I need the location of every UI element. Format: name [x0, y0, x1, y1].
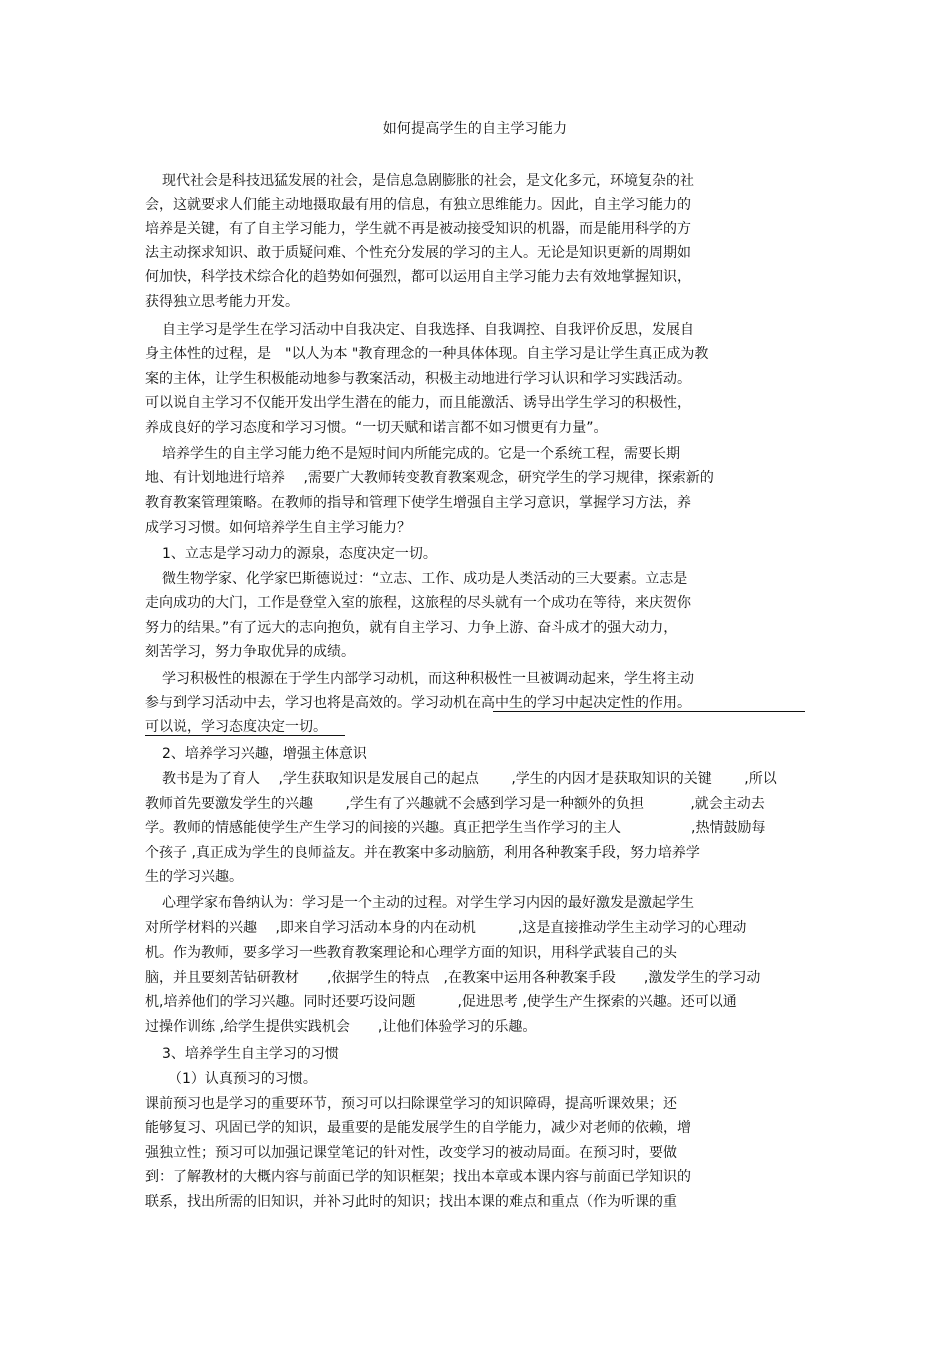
text-underline — [145, 735, 345, 736]
paragraph-line: 参与到学习活动中去，学习也将是高效的。学习动机在高中生的学习中起决定性的作用。 — [145, 695, 691, 711]
paragraph-line: 获得独立思考能力开发。 — [145, 294, 299, 310]
paragraph-line: 走向成功的大门，工作是登堂入室的旅程，这旅程的尽头就有一个成功在等待，来庆贺你 — [145, 595, 691, 611]
paragraph-line: 课前预习也是学习的重要环节，预习可以扫除课堂学习的知识障碍，提高听课效果；还 — [145, 1096, 677, 1112]
paragraph-line: 过操作训练 ,给学生提供实践机会 ,让他们体验学习的乐趣。 — [145, 1019, 537, 1035]
paragraph-line: 学习积极性的根源在于学生内部学习动机，而这种积极性一旦被调动起来，学生将主动 — [162, 671, 694, 687]
paragraph-line: 教师首先要激发学生的兴趣 ,学生有了兴趣就不会感到学习是一种额外的负担 ,就会主动去 — [145, 796, 765, 812]
paragraph-line: 养成良好的学习态度和学习习惯。“一切天赋和诺言都不如习惯更有力量”。 — [145, 420, 608, 436]
paragraph-line: 可以说，学习态度决定一切。 — [145, 719, 327, 735]
paragraph-line: 能够复习、巩固已学的知识，最重要的是能发展学生的自学能力，减少对老师的依赖，增 — [145, 1120, 691, 1136]
paragraph-line: 地、有计划地进行培养 ,需要广大教师转变教育教案观念，研究学生的学习规律，探索新的 — [145, 470, 714, 486]
text-underline — [493, 711, 805, 712]
paragraph-line: 联系，找出所需的旧知识，并补习此时的知识；找出本课的难点和重点（作为听课的重 — [145, 1194, 677, 1210]
paragraph-line: 刻苦学习，努力争取优异的成绩。 — [145, 644, 355, 660]
paragraph-line: 案的主体，让学生积极能动地参与教案活动，积极主动地进行学习认识和学习实践活动。 — [145, 371, 691, 387]
paragraph-line: 机。作为教师，要多学习一些教育教案理论和心理学方面的知识，用科学武装自己的头 — [145, 945, 677, 961]
paragraph-line: 脑，并且要刻苦钻研教材 ,依据学生的特点 ,在教案中运用各种教案手段 ,激发学生的学习动 — [145, 970, 761, 986]
paragraph-line: 学。教师的情感能使学生产生学习的间接的兴趣。真正把学生当作学习的主人 ,热情鼓励每 — [145, 820, 766, 836]
paragraph-line: 身主体性的过程，是 "以人为本 "教育理念的一种具体体现。自主学习是让学生真正成为教 — [145, 346, 709, 362]
paragraph-line: 何加快，科学技术综合化的趋势如何强烈，都可以运用自主学习能力去有效地掌握知识， — [145, 269, 691, 285]
section-heading: 1、立志是学习动力的源泉，态度决定一切。 — [162, 546, 437, 562]
subsection-heading: （1）认真预习的习惯。 — [168, 1071, 317, 1087]
paragraph-line: 法主动探求知识、敢于质疑问难、个性充分发展的学习的主人。无论是知识更新的周期如 — [145, 245, 691, 261]
paragraph-line: 机,培养他们的学习兴趣。同时还要巧设问题 ,促进思考 ,使学生产生探索的兴趣。还可以通 — [145, 994, 737, 1010]
paragraph-line: 强独立性；预习可以加强记课堂笔记的针对性，改变学习的被动局面。在预习时，要做 — [145, 1145, 677, 1161]
paragraph-line: 个孩子 ,真正成为学生的良师益友。并在教案中多动脑筋，利用各种教案手段，努力培养学 — [145, 845, 700, 861]
paragraph-line: 微生物学家、化学家巴斯德说过：“立志、工作、成功是人类活动的三大要素。立志是 — [162, 571, 688, 587]
document-title: 如何提高学生的自主学习能力 — [382, 121, 568, 137]
paragraph-line: 教书是为了育人 ,学生获取知识是发展自己的起点 ,学生的内因才是获取知识的关键 ,所以 — [162, 771, 777, 787]
section-heading: 3、培养学生自主学习的习惯 — [162, 1046, 339, 1062]
paragraph-line: 到：了解教材的大概内容与前面已学的知识框架；找出本章或本课内容与前面已学知识的 — [145, 1169, 691, 1185]
paragraph-line: 教育教案管理策略。在教师的指导和管理下使学生增强自主学习意识，掌握学习方法，养 — [145, 495, 691, 511]
paragraph-line: 对所学材料的兴趣 ,即来自学习活动本身的内在动机 ,这是直接推动学生主动学习的心理动 — [145, 920, 747, 936]
paragraph-line: 会，这就要求人们能主动地摄取最有用的信息，有独立思维能力。因此，自主学习能力的 — [145, 197, 691, 213]
paragraph-line: 可以说自主学习不仅能开发出学生潜在的能力，而且能激活、诱导出学生学习的积极性， — [145, 395, 691, 411]
paragraph-line: 现代社会是科技迅猛发展的社会，是信息急剧膨胀的社会，是文化多元，环境复杂的社 — [162, 173, 694, 189]
paragraph-line: 培养学生的自主学习能力绝不是短时间内所能完成的。它是一个系统工程，需要长期 — [162, 446, 680, 462]
paragraph-line: 成学习习惯。如何培养学生自主学习能力？ — [145, 520, 411, 536]
paragraph-line: 生的学习兴趣。 — [145, 869, 243, 885]
section-heading: 2、培养学习兴趣，增强主体意识 — [162, 746, 367, 762]
paragraph-line: 心理学家布鲁纳认为：学习是一个主动的过程。对学生学习内因的最好激发是激起学生 — [162, 895, 694, 911]
paragraph-line: 培养是关键，有了自主学习能力，学生就不再是被动接受知识的机器，而是能用科学的方 — [145, 221, 691, 237]
paragraph-line: 自主学习是学生在学习活动中自我决定、自我选择、自我调控、自我评价反思，发展自 — [162, 322, 694, 338]
paragraph-line: 努力的结果。”有了远大的志向抱负，就有自主学习、力争上游、奋斗成才的强大动力， — [145, 620, 678, 636]
